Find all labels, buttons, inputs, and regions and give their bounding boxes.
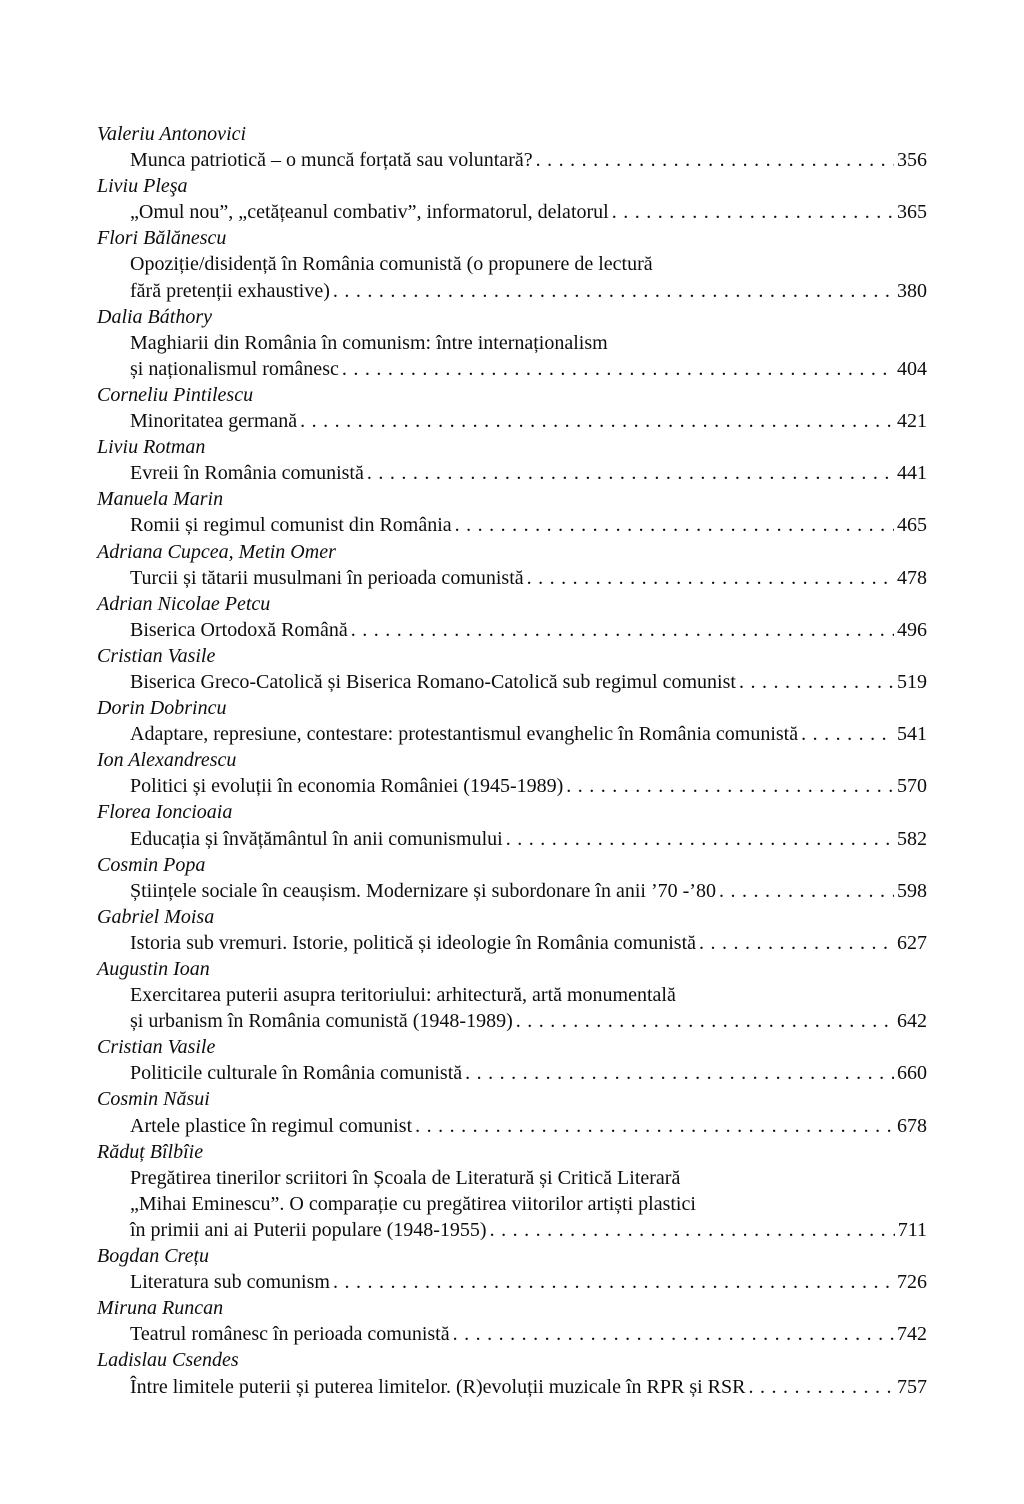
entry-author: Adrian Nicolae Petcu bbox=[97, 592, 271, 615]
entry-page-number: 541 bbox=[897, 723, 927, 746]
entry-title-line bbox=[97, 147, 927, 173]
entry-author: Răduț Bîlbîie bbox=[97, 1140, 204, 1163]
entry-title-text: Literatura sub comunism bbox=[130, 1271, 330, 1294]
dot-leader bbox=[342, 356, 894, 382]
entry-title-text: Minoritatea germană bbox=[130, 410, 298, 433]
dot-leader bbox=[748, 1374, 894, 1400]
entry-page-number: 356 bbox=[897, 149, 927, 172]
dot-leader bbox=[351, 617, 894, 643]
entry-page-number: 598 bbox=[897, 879, 927, 902]
entry-page-number: 627 bbox=[897, 931, 927, 954]
entry-title-text: Artele plastice în regimul comunist bbox=[130, 1114, 413, 1137]
entry-author: Dalia Báthory bbox=[97, 305, 212, 328]
dot-leader bbox=[719, 878, 894, 904]
toc-entry bbox=[97, 434, 927, 486]
entry-page-number: 404 bbox=[897, 357, 927, 380]
entry-author: Bogdan Crețu bbox=[97, 1245, 210, 1268]
entry-title-text: Munca patriotică – o muncă forțată sau voluntară? bbox=[130, 149, 533, 172]
entry-title-line bbox=[97, 1113, 927, 1139]
dot-leader bbox=[333, 278, 894, 304]
entry-page-number: 421 bbox=[897, 410, 927, 433]
entry-title-line bbox=[97, 878, 927, 904]
toc-entry bbox=[97, 225, 927, 303]
dot-leader bbox=[739, 669, 894, 695]
entry-title-text: „Omul nou”, „cetățeanul combativ”, informatorul, delatorul bbox=[130, 201, 609, 224]
toc-entry bbox=[97, 643, 927, 695]
entry-author: Cristian Vasile bbox=[97, 644, 216, 667]
entry-author: Augustin Ioan bbox=[97, 958, 210, 980]
entry-author: Cosmin Năsui bbox=[97, 1088, 210, 1111]
entry-author: Dorin Dobrincu bbox=[97, 697, 227, 720]
entry-author: Valeriu Antonovici bbox=[97, 123, 247, 145]
entry-author: Gabriel Moisa bbox=[97, 905, 215, 928]
entry-title-line bbox=[97, 1060, 927, 1086]
entry-title-text: Evreii în România comunistă bbox=[130, 462, 364, 485]
table-of-contents bbox=[97, 121, 927, 1400]
entry-title-line bbox=[97, 199, 927, 225]
entry-page-number: 726 bbox=[897, 1271, 927, 1294]
toc-entry bbox=[97, 1295, 927, 1347]
toc-entry bbox=[97, 173, 927, 225]
entry-title-line bbox=[97, 721, 927, 747]
entry-page-number: 519 bbox=[897, 670, 927, 693]
entry-title-line bbox=[97, 773, 927, 799]
entry-title-text: Biserica Ortodoxă Română bbox=[130, 618, 348, 641]
entry-page-number: 678 bbox=[897, 1114, 927, 1137]
dot-leader bbox=[801, 721, 894, 747]
entry-title-text: Turcii și tătarii musulmani în perioada comunistă bbox=[130, 566, 524, 589]
entry-title-line bbox=[97, 826, 927, 852]
entry-title-text: Romii și regimul comunist din România bbox=[130, 514, 452, 537]
entry-title-line bbox=[97, 278, 927, 304]
entry-author: Miruna Runcan bbox=[97, 1297, 224, 1320]
toc-entry bbox=[97, 1034, 927, 1086]
toc-entry bbox=[97, 486, 927, 538]
entry-author: Manuela Marin bbox=[97, 488, 224, 511]
entry-page-number: 465 bbox=[897, 514, 927, 537]
toc-entry bbox=[97, 1347, 927, 1399]
dot-leader bbox=[699, 930, 894, 956]
dot-leader bbox=[453, 1321, 894, 1347]
entry-title-line: Pregătirea tinerilor scriitori în Școala de Literatură și Critică Literară bbox=[130, 1166, 681, 1189]
dot-leader bbox=[465, 1060, 894, 1086]
toc-entry bbox=[97, 695, 927, 747]
entry-title-text: Biserica Greco-Catolică și Biserica Romano-Catolică sub regimul comunist bbox=[130, 670, 736, 693]
entry-title-line: Opoziție/disidență în România comunistă (o propunere de lectură bbox=[130, 253, 653, 276]
dot-leader bbox=[415, 1113, 894, 1139]
toc-entry bbox=[97, 747, 927, 799]
entry-title-line bbox=[97, 512, 927, 538]
entry-title-line: Maghiarii din România în comunism: între internaționalism bbox=[130, 331, 608, 354]
entry-page-number: 365 bbox=[897, 201, 927, 224]
entry-title-text: fără pretenții exhaustive) bbox=[130, 279, 330, 302]
dot-leader bbox=[612, 199, 894, 225]
entry-title-text: Teatrul românesc în perioada comunistă bbox=[130, 1323, 450, 1346]
entry-title-text: Politici și evoluții în economia României (1945-1989) bbox=[130, 775, 564, 798]
entry-page-number: 742 bbox=[897, 1323, 927, 1346]
dot-leader bbox=[527, 565, 894, 591]
dot-leader bbox=[455, 512, 894, 538]
entry-title-text: Istoria sub vremuri. Istorie, politică și ideologie în România comunistă bbox=[130, 931, 696, 954]
entry-page-number: 660 bbox=[897, 1062, 927, 1085]
entry-title-text: Între limitele puterii și puterea limitelor. (R)evoluții muzicale în RPR și RSR bbox=[130, 1375, 746, 1398]
entry-title-line: Exercitarea puterii asupra teritoriului: arhitectură, artă monumentală bbox=[130, 984, 676, 1007]
toc-entry bbox=[97, 904, 927, 956]
entry-title-line bbox=[97, 617, 927, 643]
entry-author: Florea Ioncioaia bbox=[97, 801, 233, 824]
dot-leader bbox=[506, 826, 894, 852]
entry-title-line bbox=[97, 408, 927, 434]
entry-title-line bbox=[97, 1321, 927, 1347]
entry-title-text: Politicile culturale în România comunistă bbox=[130, 1062, 463, 1085]
entry-title-text: Educația și învățământul în anii comunismului bbox=[130, 827, 503, 850]
dot-leader bbox=[566, 773, 894, 799]
entry-author: Cosmin Popa bbox=[97, 853, 206, 876]
entry-page-number: 757 bbox=[897, 1375, 927, 1398]
entry-page-number: 642 bbox=[897, 1010, 927, 1033]
toc-entry bbox=[97, 121, 927, 173]
toc-entry bbox=[97, 591, 927, 643]
entry-title-line bbox=[97, 1269, 927, 1295]
entry-page-number: 441 bbox=[897, 462, 927, 485]
dot-leader bbox=[367, 460, 894, 486]
toc-entry bbox=[97, 1139, 927, 1243]
entry-page-number: 570 bbox=[897, 775, 927, 798]
entry-title-line bbox=[97, 930, 927, 956]
toc-entry bbox=[97, 852, 927, 904]
entry-author: Flori Bălănescu bbox=[97, 227, 227, 250]
entry-title-line bbox=[97, 460, 927, 486]
entry-title-text: Adaptare, represiune, contestare: protestantismul evanghelic în România comunistă bbox=[130, 723, 799, 746]
entry-page-number: 478 bbox=[897, 566, 927, 589]
entry-title-text: Științele sociale în ceaușism. Modernizare și subordonare în anii ’70 -’80 bbox=[130, 879, 716, 902]
entry-title-text: și urbanism în România comunistă (1948-1989) bbox=[130, 1010, 513, 1033]
dot-leader bbox=[300, 408, 894, 434]
entry-title-line: „Mihai Eminescu”. O comparație cu pregătirea viitorilor artiști plastici bbox=[130, 1192, 696, 1215]
toc-entry bbox=[97, 799, 927, 851]
entry-page-number: 496 bbox=[897, 618, 927, 641]
entry-page-number: 582 bbox=[897, 827, 927, 850]
dot-leader bbox=[333, 1269, 894, 1295]
toc-entry bbox=[97, 956, 927, 1034]
entry-author: Adriana Cupcea, Metin Omer bbox=[97, 540, 336, 563]
entry-author: Ladislau Csendes bbox=[97, 1349, 239, 1372]
entry-title-line bbox=[97, 565, 927, 591]
entry-title-line bbox=[97, 669, 927, 695]
entry-page-number: 711 bbox=[897, 1218, 927, 1241]
entry-author: Cristian Vasile bbox=[97, 1036, 216, 1059]
entry-title-text: și naționalismul românesc bbox=[130, 357, 339, 380]
entry-author: Corneliu Pintilescu bbox=[97, 383, 254, 406]
entry-title-text: în primii ani ai Puterii populare (1948-1955) bbox=[130, 1218, 487, 1241]
entry-title-line bbox=[97, 356, 927, 382]
entry-author: Ion Alexandrescu bbox=[97, 749, 237, 772]
dot-leader bbox=[536, 147, 894, 173]
toc-entry bbox=[97, 1243, 927, 1295]
toc-entry bbox=[97, 304, 927, 382]
entry-title-line bbox=[97, 1217, 927, 1243]
entry-author: Liviu Pleşa bbox=[97, 175, 188, 198]
toc-entry bbox=[97, 539, 927, 591]
entry-title-line bbox=[97, 1008, 927, 1034]
dot-leader bbox=[516, 1008, 894, 1034]
toc-entry bbox=[97, 1086, 927, 1138]
entry-title-line bbox=[97, 1374, 927, 1400]
dot-leader bbox=[490, 1217, 895, 1243]
entry-page-number: 380 bbox=[897, 279, 927, 302]
toc-entry bbox=[97, 382, 927, 434]
entry-author: Liviu Rotman bbox=[97, 436, 206, 459]
